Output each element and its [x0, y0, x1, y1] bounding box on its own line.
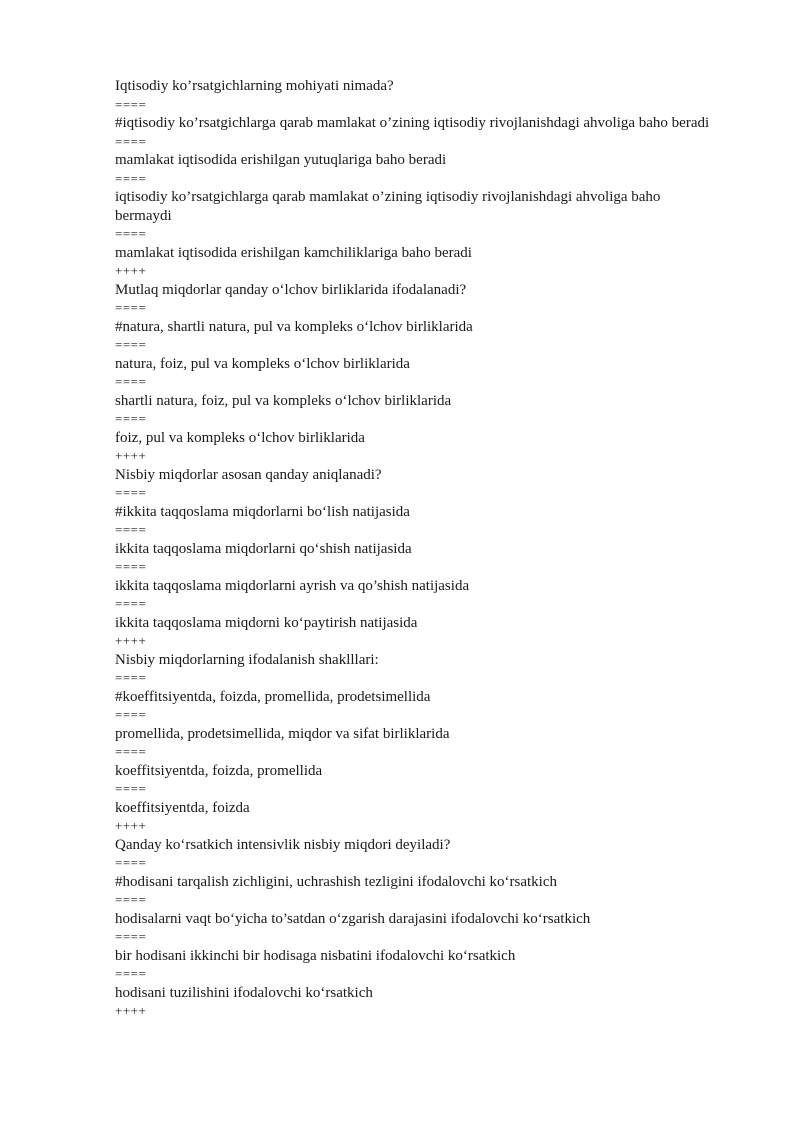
answer-option: iqtisodiy ko’rsatgichlarga qarab mamlakat o’zining iqtisodiy rivojlanishdagi ahvoliga baho bermaydi — [115, 189, 661, 224]
answer-option: promellida, prodetsimellida, miqdor va sifat birliklarida — [115, 725, 450, 742]
question-separator: ++++ — [115, 448, 147, 463]
separator: ==== — [115, 559, 147, 574]
answer-correct: #ikkita taqqoslama miqdorlarni boʻlish natijasida — [115, 503, 410, 520]
question-separator: ++++ — [115, 263, 147, 278]
answer-correct: #natura, shartli natura, pul va kompleks oʻlchov birliklarida — [115, 318, 473, 335]
separator: ==== — [115, 966, 147, 981]
document-page — [115, 77, 715, 1021]
answer-option: koeffitsiyentda, foizda, promellida — [115, 762, 323, 779]
separator: ==== — [115, 929, 147, 944]
separator: ==== — [115, 337, 147, 352]
separator: ==== — [115, 855, 147, 870]
separator: ==== — [115, 670, 147, 685]
question-separator: ++++ — [115, 633, 147, 648]
answer-option: koeffitsiyentda, foizda — [115, 799, 250, 816]
answer-option: mamlakat iqtisodida erishilgan kamchiliklariga baho beradi — [115, 244, 472, 261]
answer-correct: #iqtisodiy ko’rsatgichlarga qarab mamlakat o’zining iqtisodiy rivojlanishdagi ahvoliga baho beradi — [115, 115, 710, 131]
separator: ==== — [115, 596, 147, 611]
separator: ==== — [115, 226, 147, 241]
separator: ==== — [115, 300, 147, 315]
separator: ==== — [115, 707, 147, 722]
question-separator: ++++ — [115, 1003, 147, 1018]
separator: ==== — [115, 170, 147, 186]
answer-option: foiz, pul va kompleks oʻlchov birliklarida — [115, 429, 365, 446]
answer-option: bir hodisani ikkinchi bir hodisaga nisbatini ifodalovchi koʻrsatkich — [115, 947, 516, 964]
question-1: Iqtisodiy ko’rsatgichlarning mohiyati nimada? — [115, 78, 394, 94]
separator: ==== — [115, 96, 147, 112]
answer-option: natura, foiz, pul va kompleks oʻlchov birliklarida — [115, 355, 410, 372]
answer-option: ikkita taqqoslama miqdorlarni ayrish va qo’shish natijasida — [115, 577, 470, 594]
answer-option: shartli natura, foiz, pul va kompleks oʻlchov birliklarida — [115, 392, 452, 409]
question-4: Nisbiy miqdorlarning ifodalanish shaklllari: — [115, 651, 379, 668]
separator: ==== — [115, 892, 147, 907]
separator: ==== — [115, 485, 147, 500]
question-2: Mutlaq miqdorlar qanday oʻlchov birliklarida ifodalanadi? — [115, 281, 467, 298]
separator: ==== — [115, 374, 147, 389]
separator: ==== — [115, 522, 147, 537]
answer-option: mamlakat iqtisodida erishilgan yutuqlariga baho beradi — [115, 152, 447, 168]
answer-option: hodisalarni vaqt boʻyicha to’satdan oʻzgarish darajasini ifodalovchi koʻrsatkich — [115, 910, 591, 927]
answer-option: ikkita taqqoslama miqdorni koʻpaytirish natijasida — [115, 614, 418, 631]
separator: ==== — [115, 133, 147, 149]
answer-option: hodisani tuzilishini ifodalovchi koʻrsatkich — [115, 984, 373, 1001]
separator: ==== — [115, 781, 147, 796]
answer-correct: #koeffitsiyentda, foizda, promellida, prodetsimellida — [115, 688, 431, 705]
separator: ==== — [115, 411, 147, 426]
question-3: Nisbiy miqdorlar asosan qanday aniqlanadi? — [115, 466, 382, 483]
question-separator: ++++ — [115, 818, 147, 833]
answer-option: ikkita taqqoslama miqdorlarni qoʻshish natijasida — [115, 540, 412, 557]
question-5: Qanday koʻrsatkich intensivlik nisbiy miqdori deyiladi? — [115, 836, 451, 853]
separator: ==== — [115, 744, 147, 759]
answer-correct: #hodisani tarqalish zichligini, uchrashish tezligini ifodalovchi koʻrsatkich — [115, 873, 557, 890]
